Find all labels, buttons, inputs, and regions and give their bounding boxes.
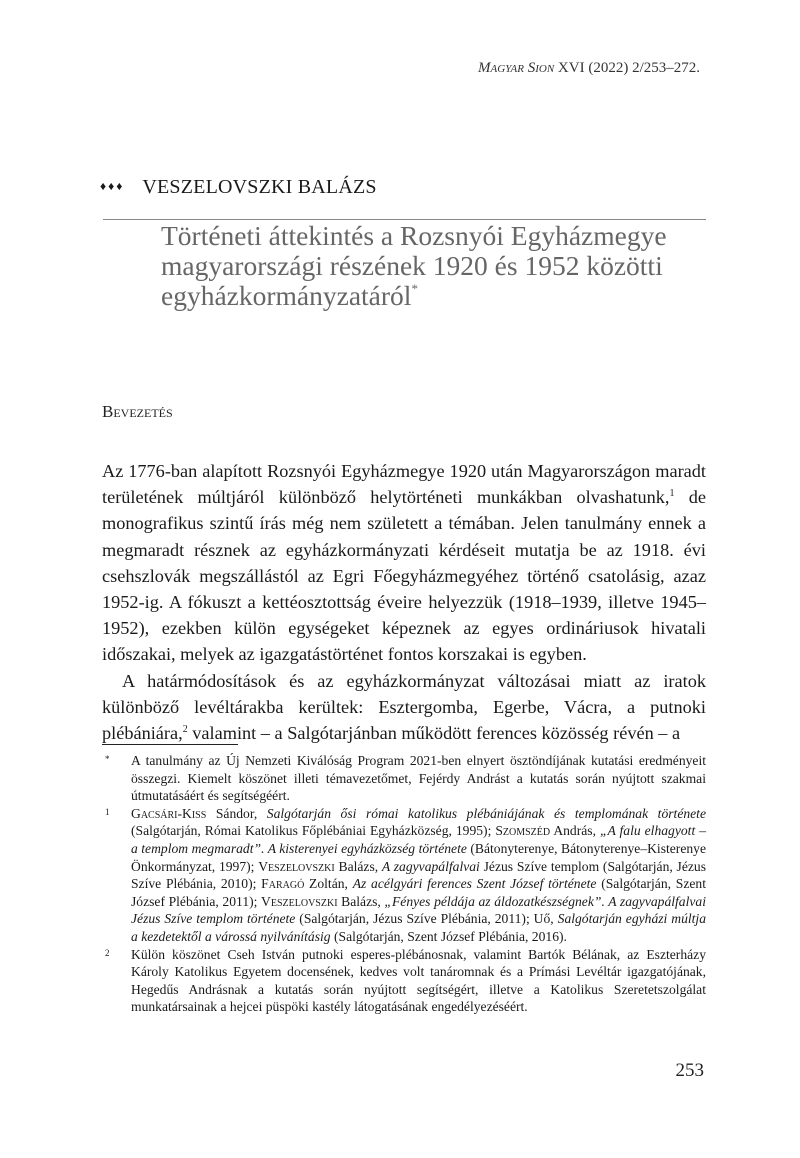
running-head [478, 60, 700, 77]
work-title: Salgótarján ősi római katolikus plébániájának és templomának története [266, 805, 706, 821]
footnote-mark: * [105, 754, 110, 764]
author-surname: Faragó [261, 876, 305, 892]
footnote-1 [102, 805, 706, 946]
work-title: Az acélgyári ferences Szent József története [352, 876, 597, 892]
article-title-text: Történeti áttekintés a Rozsnyói Egyházmegye magyarországi részének 1920 és 1952 közötti egyházkormányzatáról [161, 220, 667, 311]
work-title: Salgótarján egyházi múltja a kezdetektől a várossá nyilvánításig [131, 911, 706, 944]
footnote-mark: 2 [105, 947, 110, 958]
journal-citation: XVI (2022) 2/253–272. [557, 60, 700, 76]
section-heading: Bevezetés [102, 402, 173, 421]
footnote-2 [102, 946, 706, 1016]
page-number: 253 [675, 1060, 704, 1081]
paragraph [102, 668, 706, 747]
footnote-star [102, 752, 706, 805]
footnote-mark: 1 [105, 806, 110, 817]
footnote-divider [102, 744, 238, 745]
paragraph-text: A határmódosítások és az egyházkormányzat változásai miatt az iratok különböző levéltárakba kerültek: Esztergomba, Egerbe, Vácra, a putnoki plébániára, [102, 670, 706, 744]
citation-text: (Bátonyterenye, Bátonyterenye–Kisterenye Önkormányzat, 1997); [131, 840, 706, 874]
citation-text: Jézus Szíve templom (Salgótarján, Jézus Szíve Plébánia, 2010); [131, 858, 706, 892]
author-line [100, 176, 377, 199]
footnote-text [131, 805, 706, 946]
author-surname: Szomszéd [495, 823, 551, 839]
footnote-text: Külön köszönet Cseh István putnoki esperes-plébánosnak, valamint Bartók Bélának, az Eszterházy Károly Katolikus Egyetem docensének, kedves volt tanáromnak és a Prímási Levéltár igazgatójának, Hegedűs Andrásnak a kutatás során nyújtott segítségért, illetve a Katolikus Szeretetszolgálat munkatársainak a hejcei püspöki kastély látogatásának engedélyezéséért. [131, 946, 706, 1015]
citation-text: András, [550, 823, 600, 839]
work-title: A zagyvapálfalvai [381, 858, 480, 874]
footnote-ref[interactable]: 1 [669, 488, 675, 500]
author-surname: Veszelovszki [258, 858, 335, 874]
title-footnote-mark[interactable]: * [411, 281, 418, 296]
author-surname: Veszelovszki [261, 893, 338, 909]
paragraph-text: de monografikus szintű írás még nem született a témában. Jelen tanulmány ennek a megmaradt résznek az egyházkormányzati kérdéseit mutatja be az 1918. évi csehszlovák megszállástól az Egri Főegyházmegyéhez történő csatolásig, azaz 1952-ig. A fókuszt a kettéosztottság éveire helyezzük (1918–1939, illetve 1945–1952), ezekben külön egységeket képeznek az egyes ordináriusok hivatali időszakai, melyek az igazgatástörténet fontos korszakai is egyben. [102, 487, 706, 665]
citation-text: Balázs, [334, 858, 382, 874]
paragraph [102, 458, 706, 668]
footnotes [102, 752, 706, 1016]
citation-text: (Salgótarján, Szent József Plébánia, 2016). [330, 928, 567, 944]
citation-text: Sándor, [206, 805, 267, 821]
paragraph-text: valamint – a Salgótarjánban működött ferences közösség révén – a [187, 723, 681, 744]
footnote-ref[interactable]: 2 [182, 724, 188, 736]
journal-name: Magyar Sion [478, 60, 555, 76]
citation-text: (Salgótarján, Római Katolikus Főplébániai Egyházközség, 1995); [131, 823, 496, 839]
work-title: „A falu elhagyott – a templom megmaradt”. A kisterenyei egyházközség története [131, 823, 706, 856]
citation-text: (Salgótarján, Jézus Szíve Plébánia, 2011); Uő, [295, 911, 558, 927]
body-text [102, 458, 706, 746]
author-surname: Gacsári-Kiss [131, 805, 207, 821]
article-title [161, 221, 721, 311]
citation-text: Balázs, [337, 893, 385, 909]
citation-text: (Salgótarján, Szent József Plébánia, 2011); [131, 876, 706, 909]
author-name: VESZELOVSZKI BALÁZS [142, 176, 377, 198]
footnote-text: A tanulmány az Új Nemzeti Kiválóság Program 2021-ben elnyert ösztöndíjának kutatási eredményeit összegzi. Kiemelt köszönet illeti témavezetőmet, Fejérdy Andrást a kutatás során nyújtott szakmai útmutatásáért és segítségéért. [131, 753, 706, 804]
work-title: „Fényes példája az áldozatkészségnek”. A zagyvapálfalvai Jézus Szíve templom története [131, 893, 706, 927]
citation-text: Zoltán, [304, 876, 353, 892]
paragraph-text: Az 1776-ban alapított Rozsnyói Egyházmegye 1920 után Magyarországon maradt területének múltjáról különböző helytörténeti munkákban olvashatunk, [102, 461, 706, 508]
diamond-ornament-icon: ♦♦♦ [100, 179, 125, 193]
